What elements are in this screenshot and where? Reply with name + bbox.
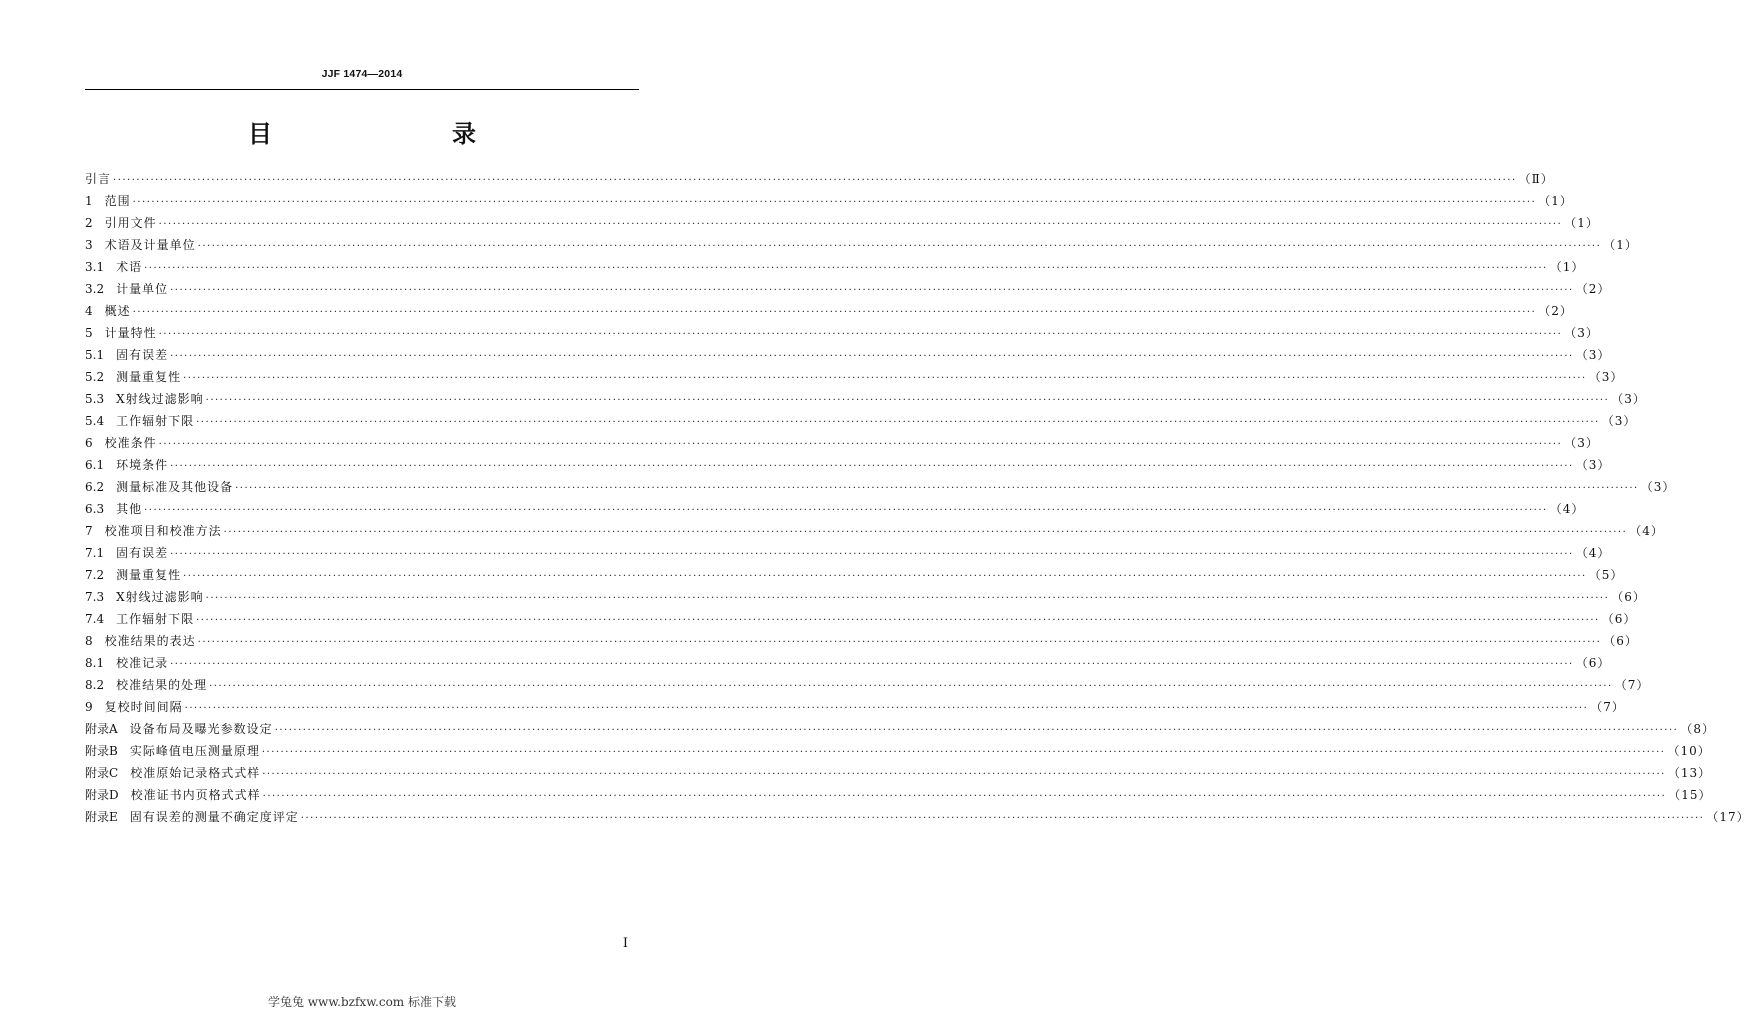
toc-entry-page: （3） — [1640, 480, 1676, 494]
toc-dot-leader: ············································································································································································································································································································ — [184, 703, 1589, 714]
toc-entry-number: 7.2 — [85, 568, 117, 582]
toc-entry-title: 术语 — [116, 260, 143, 274]
toc-entry-page: （3） — [1601, 414, 1637, 428]
toc-entry-title: 引言 — [85, 172, 112, 186]
toc-entry[interactable] — [85, 564, 1624, 586]
toc-entry[interactable] — [85, 674, 1650, 696]
toc-dot-leader: ············································································································································································································································································································ — [262, 791, 1667, 802]
toc-entry-page: （6） — [1575, 656, 1611, 670]
toc-entry[interactable] — [85, 344, 1611, 366]
toc-entry-page: （17） — [1706, 810, 1750, 824]
toc-entry-number: 9 — [85, 700, 105, 714]
toc-entry-number: 附录C — [85, 766, 131, 780]
toc-entry[interactable] — [85, 454, 1611, 476]
toc-dot-leader: ············································································································································································································································································································ — [209, 681, 1613, 692]
toc-entry-number: 7.4 — [85, 612, 117, 626]
page-title: 目 录 — [248, 119, 520, 148]
toc-entry-number: 8 — [85, 634, 105, 648]
toc-entry[interactable] — [85, 432, 1599, 454]
toc-entry[interactable] — [85, 498, 1585, 520]
toc-dot-leader: ············································································································································································································································································································ — [144, 263, 1548, 274]
toc-dot-leader: ············································································································································································································································································································ — [158, 219, 1563, 230]
toc-entry-page: （Ⅱ） — [1518, 172, 1554, 186]
toc-dot-leader: ············································································································································································································································································································ — [197, 241, 1602, 252]
toc-entry-title: 固有误差 — [116, 546, 169, 560]
toc-entry-title: 固有误差 — [116, 348, 169, 362]
toc-entry[interactable] — [85, 652, 1611, 674]
toc-entry-number: 6.3 — [85, 502, 117, 516]
toc-dot-leader: ············································································································································································································································································································ — [158, 439, 1563, 450]
toc-dot-leader: ············································································································································································································································································································ — [223, 527, 1628, 538]
toc-entry-number: 5.2 — [85, 370, 117, 384]
footer-watermark: 学兔兔 www.bzfxw.com 标准下载 — [267, 995, 457, 1009]
toc-entry-title: 校准结果的表达 — [104, 634, 196, 648]
toc-dot-leader: ············································································································································································································································································································ — [274, 725, 1679, 736]
toc-entry[interactable] — [85, 696, 1625, 718]
toc-entry-number: 8.1 — [85, 656, 117, 670]
toc-entry-page: （8） — [1680, 722, 1715, 736]
toc-entry-number: 3.1 — [85, 260, 117, 274]
toc-entry[interactable] — [85, 366, 1624, 388]
toc-entry-page: （15） — [1668, 788, 1712, 802]
toc-dot-leader: ············································································································································································································································································································ — [183, 571, 1587, 582]
toc-entry-page: （3） — [1564, 326, 1599, 340]
toc-entry-title: 设备布局及曝光参数设定 — [129, 722, 273, 736]
toc-entry[interactable] — [85, 630, 1638, 652]
toc-entry-title: 校准原始记录格式式样 — [130, 766, 261, 780]
toc-entry-title: 范围 — [104, 194, 131, 208]
toc-entry-title: 工作辐射下限 — [116, 612, 195, 626]
toc-entry[interactable] — [85, 300, 1573, 322]
toc-entry-title: 复校时间间隔 — [104, 700, 183, 714]
toc-entry-title: 测量重复性 — [116, 568, 182, 582]
toc-entry-page: （13） — [1667, 766, 1712, 780]
toc-entry-title: 固有误差的测量不确定度评定 — [129, 810, 299, 824]
toc-entry[interactable] — [85, 388, 1646, 410]
toc-entry-title: 校准记录 — [116, 656, 169, 670]
toc-entry[interactable] — [85, 256, 1585, 278]
toc-entry[interactable] — [85, 718, 1715, 740]
toc-dot-leader: ············································································································································································································································································································ — [144, 505, 1548, 516]
toc-dot-leader: ············································································································································································································································································································ — [132, 197, 1537, 208]
toc-entry-page: （3） — [1575, 458, 1611, 472]
toc-dot-leader: ············································································································································································································································································································ — [300, 813, 1705, 824]
toc-entry-title: 校准证书内页格式式样 — [130, 788, 261, 802]
toc-entry-number: 4 — [85, 304, 105, 318]
toc-entry-page: （2） — [1538, 304, 1573, 318]
toc-entry-page: （6） — [1611, 590, 1646, 604]
toc-dot-leader: ············································································································································································································································································································ — [196, 417, 1600, 428]
toc-entry-title: X射线过滤影响 — [116, 590, 204, 604]
toc-entry-number: 7.3 — [85, 590, 117, 604]
toc-entry-page: （1） — [1538, 194, 1573, 208]
toc-entry-number: 5.3 — [85, 392, 117, 406]
toc-entry-number: 附录B — [85, 744, 130, 758]
toc-entry-page: （6） — [1601, 612, 1637, 626]
toc-entry-page: （3） — [1575, 348, 1611, 362]
toc-entry[interactable] — [85, 322, 1599, 344]
toc-entry-number: 7.1 — [85, 546, 117, 560]
toc-entry-page: （1） — [1603, 238, 1638, 252]
toc-entry[interactable] — [85, 476, 1676, 498]
toc-dot-leader: ············································································································································································································································································································ — [235, 483, 1639, 494]
toc-entry-title: 术语及计量单位 — [104, 238, 196, 252]
toc-entry-title: X射线过滤影响 — [116, 392, 204, 406]
toc-entry-title: 引用文件 — [104, 216, 157, 230]
toc-dot-leader: ············································································································································································································································································································ — [132, 307, 1537, 318]
toc-dot-leader: ············································································································································································································································································································ — [170, 461, 1574, 472]
toc-entry-number: 6.1 — [85, 458, 117, 472]
toc-dot-leader: ············································································································································································································································································································ — [261, 747, 1666, 758]
toc-entry-page: （4） — [1549, 502, 1585, 516]
toc-entry-title: 测量标准及其他设备 — [116, 480, 234, 494]
toc-dot-leader: ············································································································································································································································································································ — [170, 351, 1574, 362]
toc-entry-number: 6.2 — [85, 480, 117, 494]
toc-entry[interactable] — [85, 784, 1712, 806]
toc-entry-page: （1） — [1564, 216, 1599, 230]
toc-entry-page: （5） — [1588, 568, 1624, 582]
toc-entry-page: （1） — [1549, 260, 1585, 274]
toc-entry-number: 3 — [85, 238, 105, 252]
toc-entry-number: 附录E — [85, 810, 130, 824]
toc-dot-leader: ············································································································································································································································································································ — [262, 769, 1666, 780]
toc-entry[interactable] — [85, 278, 1611, 300]
toc-entry-title: 校准条件 — [104, 436, 157, 450]
toc-entry-page: （10） — [1667, 744, 1711, 758]
toc-entry-title: 校准项目和校准方法 — [104, 524, 222, 538]
toc-entry-page: （7） — [1614, 678, 1650, 692]
toc-entry-number: 3.2 — [85, 282, 117, 296]
toc-entry-number: 附录A — [85, 722, 130, 736]
toc-dot-leader: ············································································································································································································································································································ — [205, 593, 1610, 604]
toc-entry-title: 环境条件 — [116, 458, 169, 472]
toc-entry-title: 实际峰值电压测量原理 — [129, 744, 260, 758]
toc-entry-title: 测量重复性 — [116, 370, 182, 384]
toc-entry-title: 计量单位 — [116, 282, 169, 296]
toc-entry[interactable] — [85, 212, 1599, 234]
toc-entry-number: 7 — [85, 524, 105, 538]
header-rule — [85, 89, 639, 90]
toc-dot-leader: ············································································································································································································································································································ — [113, 175, 1517, 186]
toc-entry-number: 附录D — [85, 788, 131, 802]
toc-entry-number: 6 — [85, 436, 105, 450]
toc-entry-page: （6） — [1603, 634, 1638, 648]
toc-entry[interactable] — [85, 520, 1664, 542]
toc-entry[interactable] — [85, 806, 1750, 828]
toc-entry[interactable] — [85, 190, 1573, 212]
table-of-contents — [85, 168, 1750, 828]
toc-entry[interactable] — [85, 608, 1637, 630]
toc-dot-leader: ············································································································································································································································································································ — [170, 659, 1574, 670]
toc-dot-leader: ············································································································································································································································································································ — [196, 615, 1600, 626]
toc-entry-number: 2 — [85, 216, 105, 230]
toc-entry[interactable] — [85, 234, 1638, 256]
toc-entry-page: （7） — [1590, 700, 1625, 714]
toc-dot-leader: ············································································································································································································································································································ — [170, 549, 1574, 560]
toc-entry[interactable] — [85, 740, 1711, 762]
toc-entry[interactable] — [85, 168, 1554, 190]
toc-entry[interactable] — [85, 410, 1637, 432]
toc-entry[interactable] — [85, 586, 1646, 608]
toc-entry-number: 5.4 — [85, 414, 117, 428]
toc-entry-number: 5 — [85, 326, 105, 340]
toc-entry-title: 校准结果的处理 — [116, 678, 208, 692]
toc-entry[interactable] — [85, 542, 1611, 564]
toc-entry-title: 其他 — [116, 502, 143, 516]
toc-entry-title: 工作辐射下限 — [116, 414, 195, 428]
toc-entry-title: 概述 — [104, 304, 131, 318]
toc-entry[interactable] — [85, 762, 1712, 784]
page-number: I — [622, 936, 628, 951]
toc-dot-leader: ············································································································································································································································································································ — [170, 285, 1574, 296]
toc-dot-leader: ············································································································································································································································································································ — [183, 373, 1587, 384]
toc-entry-page: （3） — [1588, 370, 1624, 384]
toc-entry-page: （2） — [1575, 282, 1611, 296]
document-header: JJF 1474—2014 — [321, 68, 403, 80]
toc-entry-number: 8.2 — [85, 678, 117, 692]
toc-entry-page: （3） — [1611, 392, 1646, 406]
toc-entry-title: 计量特性 — [104, 326, 157, 340]
toc-dot-leader: ············································································································································································································································································································ — [205, 395, 1610, 406]
toc-dot-leader: ············································································································································································································································································································ — [158, 329, 1563, 340]
toc-entry-number: 1 — [85, 194, 105, 208]
toc-dot-leader: ············································································································································································································································································································ — [197, 637, 1602, 648]
toc-entry-page: （3） — [1564, 436, 1599, 450]
toc-entry-page: （4） — [1629, 524, 1664, 538]
toc-entry-number: 5.1 — [85, 348, 117, 362]
toc-entry-page: （4） — [1575, 546, 1611, 560]
